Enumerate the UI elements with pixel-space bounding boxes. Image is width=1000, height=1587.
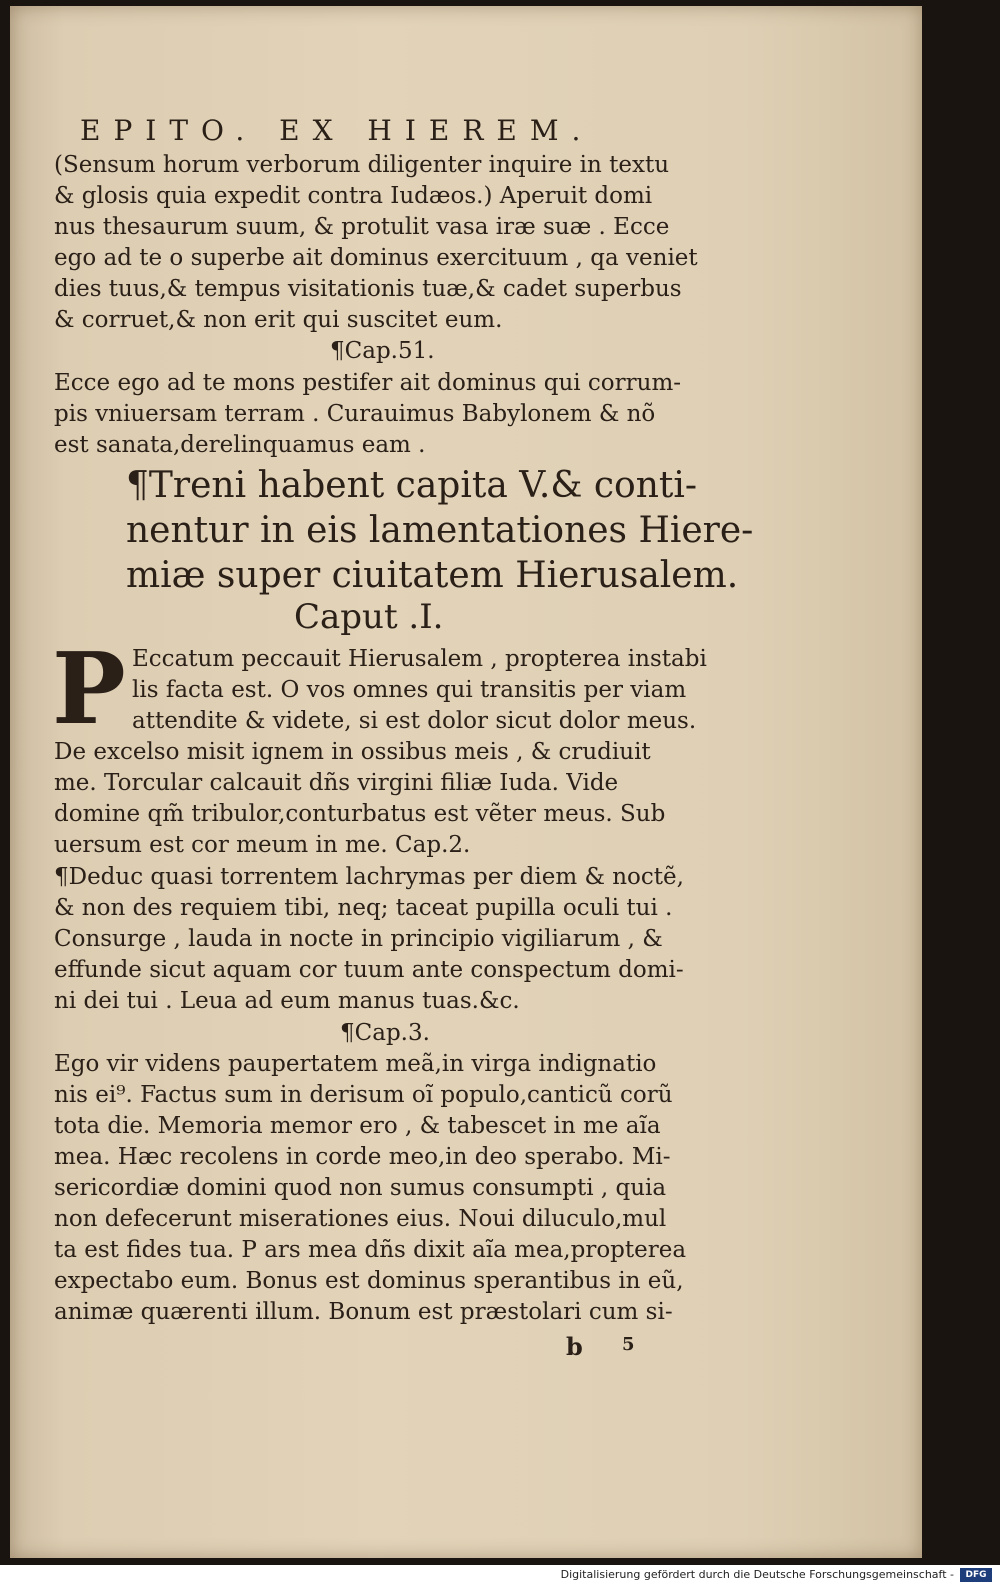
text-line: expectabo eum. Bonus est dominus sperantibus in eũ, [54, 1268, 684, 1294]
chapter-marker: ¶Cap.51. [330, 338, 435, 364]
text-line: & corruet,& non erit qui suscitet eum. [54, 307, 503, 333]
text-line: effunde sicut aquam cor tuum ante conspectum domi- [54, 957, 684, 983]
text-line: animæ quærenti illum. Bonum est præstolari cum si- [54, 1299, 673, 1325]
signature-mark: b [566, 1332, 583, 1361]
text-line: ego ad te o superbe ait dominus exercituum , qa veniet [54, 245, 698, 271]
dfg-logo: DFG [960, 1568, 992, 1582]
text-line: dies tuus,& tempus visitationis tuæ,& cadet superbus [54, 276, 682, 302]
text-line: mea. Hæc recolens in corde meo,in deo sperabo. Mi- [54, 1144, 671, 1170]
text-line: nus thesaurum suum, & protulit vasa iræ suæ . Ecce [54, 214, 670, 240]
drop-capital: P [52, 632, 126, 747]
chapter-marker: ¶Cap.3. [340, 1020, 430, 1046]
text-line: Eccatum peccauit Hierusalem , propterea instabi [132, 646, 707, 672]
text-line: ta est fides tua. P ars mea dñs dixit aĩa mea,propterea [54, 1237, 687, 1263]
text-line: (Sensum horum verborum diligenter inquire in textu [54, 152, 670, 178]
text-line: attendite & videte, si est dolor sicut dolor meus. [132, 708, 697, 734]
text-line: nis ei⁹. Factus sum in derisum oĩ populo,canticũ corũ [54, 1082, 673, 1108]
text-line: tota die. Memoria memor ero , & tabescet in me aĩa [54, 1113, 661, 1139]
text-line: domine qm̃ tribulor,conturbatus est vẽter meus. Sub [54, 801, 666, 827]
footer-bar [0, 1565, 1000, 1587]
text-line: De excelso misit ignem in ossibus meis , & crudiuit [54, 739, 651, 765]
text-line: me. Torcular calcauit dñs virgini filiæ Iuda. Vide [54, 770, 619, 796]
section-title-line: ¶Treni habent capita V.& conti- [126, 465, 698, 506]
running-head: EPITO. EX HIEREM. [80, 114, 594, 147]
signature-number: 5 [622, 1334, 635, 1355]
section-title-line: nentur in eis lamentationes Hiere- [126, 510, 754, 551]
text-line: est sanata,derelinquamus eam . [54, 432, 426, 458]
book-page [10, 6, 922, 1558]
text-line: sericordiæ domini quod non sumus consumpti , quia [54, 1175, 667, 1201]
text-line: non defecerunt miserationes eius. Noui diluculo,mul [54, 1206, 667, 1232]
section-title-line: miæ super ciuitatem Hierusalem. [126, 555, 739, 596]
text-line: ¶Deduc quasi torrentem lachrymas per diem & noctẽ, [54, 864, 684, 890]
text-line: pis vniuersam terram . Curauimus Babylonem & nõ [54, 401, 656, 427]
text-line: ni dei tui . Leua ad eum manus tuas.&c. [54, 988, 520, 1014]
text-line: & glosis quia expedit contra Iudæos.) Aperuit domi [54, 183, 653, 209]
text-line: Ecce ego ad te mons pestifer ait dominus qui corrum- [54, 370, 682, 396]
text-line: Ego vir videns paupertatem meã,in virga indignatio [54, 1051, 657, 1077]
text-line: Consurge , lauda in nocte in principio vigiliarum , & [54, 926, 663, 952]
caput-heading: Caput .I. [294, 597, 444, 637]
text-line: & non des requiem tibi, neq; taceat pupilla oculi tui . [54, 895, 673, 921]
text-line: lis facta est. O vos omnes qui transitis per viam [132, 677, 687, 703]
text-line: uersum est cor meum in me. Cap.2. [54, 832, 471, 858]
footer-credit: Digitalisierung gefördert durch die Deutsche Forschungsgemeinschaft - [560, 1568, 954, 1581]
